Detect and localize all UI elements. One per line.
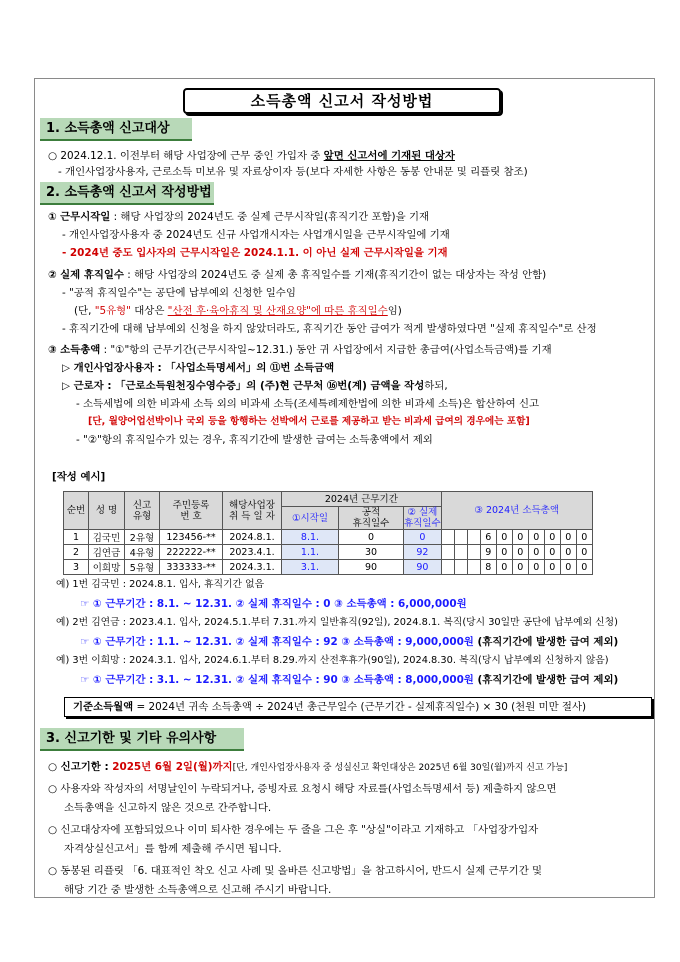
s3-line-2: ○ 사용자와 작성자의 서명날인이 누락되거나, 증빙자료 요청시 해당 자료를(사업소득명세서 등) 제출하지 않으면 <box>48 783 557 795</box>
s2-item-1: ① 근무시작일 : 해당 사업장의 2024년도 중 실제 근무시작일(휴직기간 포함)을 기재 <box>48 211 430 223</box>
cell-digit: 0 <box>496 545 512 560</box>
cell-digit: 0 <box>576 560 592 575</box>
cell-seq: 3 <box>64 560 89 575</box>
cell-acq: 2024.3.1. <box>223 560 282 575</box>
cell-income-blank <box>441 545 454 560</box>
cell-digit: 0 <box>560 545 576 560</box>
s3-line-1: ○ 신고기한 : 2025년 6월 2일(월)까지[단, 개인사업장사용자 중 성실신고 확인대상은 2025년 6월 30일(월)까지 신고 가능] <box>48 761 568 773</box>
s2-item-3-line-5: [단, 월양어업선박이나 국외 등을 항행하는 선박에서 근로를 제공하고 받는 비과세 급여의 경우에는 포함] <box>88 416 530 427</box>
s2-item-3: ③ 소득총액 : "①"항의 근무기간(근무시작일~12.31.) 동안 귀 사업장에서 지급한 총급여(사업소득금액)를 기재 <box>48 344 552 356</box>
cell-name: 김연금 <box>89 545 125 560</box>
cell-type: 2유형 <box>125 530 160 545</box>
th-actual-leave: ② 실제 휴직일수 <box>404 507 441 529</box>
cell-digit: 0 <box>544 560 560 575</box>
s2-item-2-line-4: - 휴직기간에 대해 납부예외 신청을 하지 않았더라도, 휴직기간 동안 급여가 적게 발생하였다면 "실제 휴직일수"로 산정 <box>62 323 597 335</box>
cell-start: 1.1. <box>282 545 339 560</box>
s3-line-4: ○ 신고대상자에 포함되었으나 이미 퇴사한 경우에는 두 줄을 그은 후 "상실"이라고 기재하고 「사업장가입자 <box>48 824 539 836</box>
th-period: 2024년 근무기간 <box>282 492 442 507</box>
page-title: 소득총액 신고서 작성방법 <box>183 88 501 114</box>
cell-public-leave: 90 <box>339 560 404 575</box>
cell-digit: 0 <box>512 545 528 560</box>
cell-income-blank <box>467 560 480 575</box>
cell-income-blank <box>441 530 454 545</box>
s2-item-2-line-2: - "공적 휴직일수"는 공단에 납부예외 신청한 일수임 <box>62 287 296 299</box>
example-1-answer: ☞ ① 근무기간 : 8.1. ~ 12.31. ② 실제 휴직일수 : 0 ③ 소득총액 : 6,000,000원 <box>80 598 467 610</box>
cell-start: 8.1. <box>282 530 339 545</box>
cell-digit: 0 <box>576 545 592 560</box>
cell-seq: 1 <box>64 530 89 545</box>
s3-line-6: ○ 동봉된 리플릿 「6. 대표적인 착오 신고 사례 및 올바른 신고방법」을 참고하시어, 반드시 실제 근무기간 및 <box>48 865 543 877</box>
s2-item-3-line-3: ▷ 근로자 : 「근로소득원천징수영수증」의 (주)현 근무처 ⑯번(계) 금액을 작성하되, <box>62 380 448 392</box>
th-start: ①시작일 <box>282 507 339 530</box>
cell-public-leave: 30 <box>339 545 404 560</box>
cell-rrn: 222222-** <box>160 545 223 560</box>
cell-actual-leave: 90 <box>404 560 442 575</box>
th-income: ③ 2024년 소득총액 <box>441 492 592 530</box>
s2-item-2: ② 실제 휴직일수 : 해당 사업장의 2024년도 중 실제 총 휴직일수를 기재(휴직기간이 없는 대상자는 작성 안함) <box>48 269 547 281</box>
s3-line-5: 자격상실신고서」를 함께 제출해 주시면 됩니다. <box>64 843 282 855</box>
cell-digit: 0 <box>576 530 592 545</box>
cell-rrn: 333333-** <box>160 560 223 575</box>
s1-line-2: - 개인사업장사용자, 근로소득 미보유 및 자료상이자 등(보다 자세한 사항은 동봉 안내문 및 리플릿 참조) <box>58 166 528 178</box>
cell-digit: 0 <box>560 560 576 575</box>
cell-income-blank <box>467 530 480 545</box>
cell-seq: 2 <box>64 545 89 560</box>
s3-line-7: 해당 기간 중 발생한 소득총액으로 신고해 주시기 바랍니다. <box>64 884 332 896</box>
basis-formula-box: 기준소득월액 = 2024년 귀속 소득총액 ÷ 2024년 총근무일수 (근무기간 - 실제휴직일수) × 30 (천원 미만 절사) <box>64 697 652 717</box>
cell-type: 5유형 <box>125 560 160 575</box>
table-row <box>64 545 593 560</box>
example-3-answer: ☞ ① 근무기간 : 3.1. ~ 12.31. ② 실제 휴직일수 : 90 ③ 소득총액 : 8,000,000원 (휴직기간에 발생한 급여 제외) <box>80 674 619 686</box>
cell-start: 3.1. <box>282 560 339 575</box>
example-1: 예) 1번 김국민 : 2024.8.1. 입사, 휴직기간 없음 <box>56 579 265 590</box>
cell-public-leave: 0 <box>339 530 404 545</box>
cell-name: 김국민 <box>89 530 125 545</box>
cell-income-blank <box>454 560 467 575</box>
section-2-heading: 2. 소득총액 신고서 작성방법 <box>40 182 214 205</box>
th-type: 신고 유형 <box>125 492 160 530</box>
cell-income-blank <box>467 545 480 560</box>
cell-actual-leave: 92 <box>404 545 442 560</box>
cell-income-blank <box>454 545 467 560</box>
cell-digit: 0 <box>528 545 544 560</box>
example-table <box>63 491 593 575</box>
cell-digit: 0 <box>528 530 544 545</box>
s2-item-3-line-6: - "②"항의 휴직일수가 있는 경우, 휴직기간에 발생한 급여는 소득총액에서 제외 <box>76 434 433 446</box>
example-3: 예) 3번 이희망 : 2024.3.1. 입사, 2024.6.1.부터 8.29.까지 산전후휴가(90일), 2024.8.30. 복직(당시 납부예외 신청하지 않음) <box>56 655 609 666</box>
th-rrn: 주민등록 번 호 <box>160 492 223 530</box>
th-seq: 순번 <box>64 492 89 530</box>
example-heading: [작성 예시] <box>52 471 106 483</box>
cell-digit: 8 <box>480 560 496 575</box>
cell-name: 이희망 <box>89 560 125 575</box>
table-row <box>64 530 593 545</box>
cell-actual-leave: 0 <box>404 530 442 545</box>
s2-item-1-line-2: - 개인사업장사용자 중 2024년도 신규 사업개시자는 사업개시일을 근무시작일에 기재 <box>62 229 450 241</box>
s3-line-3: 소득총액을 신고하지 않은 것으로 간주합니다. <box>64 802 272 814</box>
cell-digit: 0 <box>496 560 512 575</box>
cell-digit: 0 <box>544 530 560 545</box>
cell-income-blank <box>454 530 467 545</box>
cell-digit: 0 <box>512 560 528 575</box>
cell-digit: 0 <box>560 530 576 545</box>
cell-digit: 9 <box>480 545 496 560</box>
s2-item-1-line-3: - 2024년 중도 입사자의 근무시작일은 2024.1.1. 이 아닌 실제 근무시작일을 기재 <box>62 247 448 259</box>
cell-acq: 2024.8.1. <box>223 530 282 545</box>
cell-rrn: 123456-** <box>160 530 223 545</box>
s2-item-2-line-3: (단, "5유형" 대상은 "산전 후·육아휴직 및 산재요양"에 따른 휴직일수임) <box>74 305 402 317</box>
example-2: 예) 2번 김연금 : 2023.4.1. 입사, 2024.5.1.부터 7.31.까지 일반휴직(92일), 2024.8.1. 복직(당시 30일만 공단에 납부예외 신청) <box>56 617 618 628</box>
cell-income-blank <box>441 560 454 575</box>
cell-acq: 2023.4.1. <box>223 545 282 560</box>
th-public-leave: 공적 휴직일수 <box>339 507 404 530</box>
s2-item-3-line-4: - 소득세법에 의한 비과세 소득 외의 비과세 소득(조세특례제한법에 의한 비과세 소득)은 합산하여 신고 <box>76 398 540 410</box>
th-acq: 해당사업장 취 득 일 자 <box>223 492 282 530</box>
section-3-heading: 3. 신고기한 및 기타 유의사항 <box>40 728 244 751</box>
th-name: 성 명 <box>89 492 125 530</box>
cell-type: 4유형 <box>125 545 160 560</box>
s1-line-1: ○ 2024.12.1. 이전부터 해당 사업장에 근무 중인 가입자 중 앞면 신고서에 기재된 대상자 <box>48 150 455 162</box>
table-row <box>64 560 593 575</box>
cell-digit: 0 <box>528 560 544 575</box>
cell-digit: 0 <box>544 545 560 560</box>
cell-digit: 0 <box>496 530 512 545</box>
section-1-heading: 1. 소득총액 신고대상 <box>40 118 192 141</box>
example-2-answer: ☞ ① 근무기간 : 1.1. ~ 12.31. ② 실제 휴직일수 : 92 ③ 소득총액 : 9,000,000원 (휴직기간에 발생한 급여 제외) <box>80 636 619 648</box>
s2-item-3-line-2: ▷ 개인사업장사용자 : 「사업소득명세서」의 ⑪번 소득금액 <box>62 362 335 374</box>
cell-digit: 0 <box>512 530 528 545</box>
cell-digit: 6 <box>480 530 496 545</box>
